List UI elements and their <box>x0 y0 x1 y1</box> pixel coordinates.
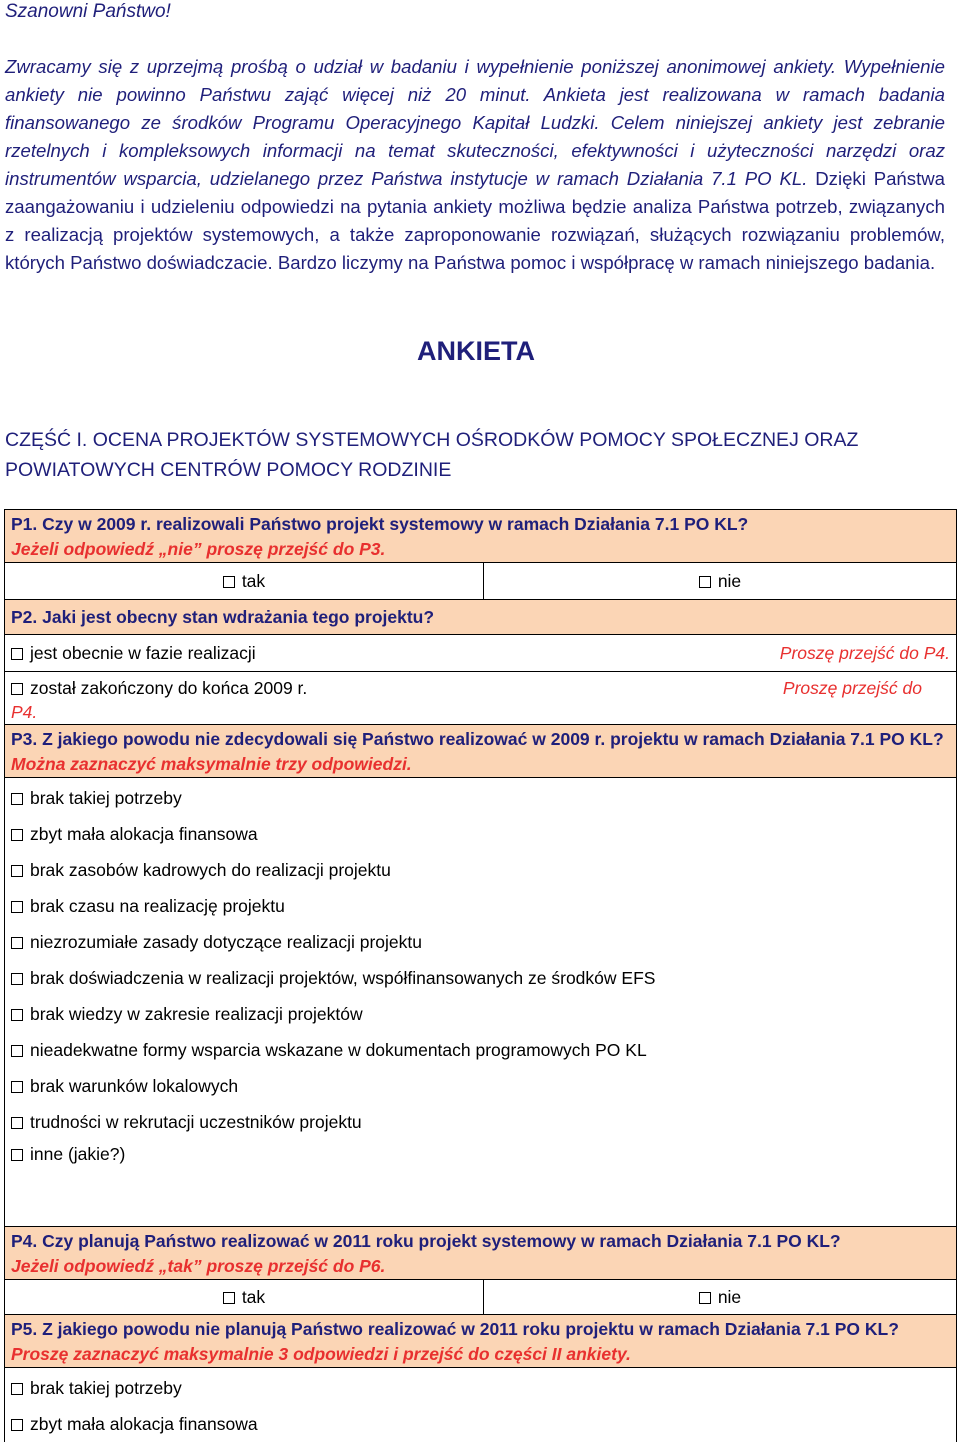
p4-option-yes-label: tak <box>242 1287 265 1307</box>
checkbox-icon[interactable] <box>11 1009 23 1021</box>
question-p4 <box>5 1227 957 1280</box>
p1-option-no-label: nie <box>718 571 741 591</box>
p1-option-yes[interactable] <box>5 563 484 600</box>
p2-option-1-label: jest obecnie w fazie realizacji <box>30 643 256 663</box>
checkbox-icon[interactable] <box>11 1081 23 1093</box>
p2-option-2-note-cont: P4. <box>11 700 950 724</box>
p5-option[interactable] <box>11 1406 950 1442</box>
checkbox-icon[interactable] <box>11 1383 23 1395</box>
checkbox-icon[interactable] <box>699 576 711 588</box>
checkbox-icon[interactable] <box>11 865 23 877</box>
p3-option[interactable] <box>11 852 950 888</box>
checkbox-icon[interactable] <box>699 1292 711 1304</box>
p3-option-label: brak warunków lokalowych <box>30 1076 238 1096</box>
p3-options <box>5 778 957 1227</box>
question-p3 <box>5 725 957 778</box>
p3-option-label: brak zasobów kadrowych do realizacji projektu <box>30 860 391 880</box>
p5-option-label: zbyt mała alokacja finansowa <box>30 1414 258 1434</box>
checkbox-icon[interactable] <box>223 576 235 588</box>
question-p5 <box>5 1315 957 1368</box>
checkbox-icon[interactable] <box>11 973 23 985</box>
survey-title: ANKIETA <box>0 336 952 367</box>
p2-option-2-note: Proszę przejść do <box>783 676 922 700</box>
checkbox-icon[interactable] <box>11 1419 23 1431</box>
p3-option-label: inne (jakie?) <box>30 1144 125 1164</box>
p3-option[interactable] <box>11 996 950 1032</box>
checkbox-icon[interactable] <box>11 901 23 913</box>
p3-option[interactable] <box>11 780 950 816</box>
p3-option[interactable] <box>11 888 950 924</box>
p3-option-label: brak czasu na realizację projektu <box>30 896 285 916</box>
p3-option-label: niezrozumiałe zasady dotyczące realizacji projektu <box>30 932 422 952</box>
p5-options <box>5 1368 957 1442</box>
p3-option-label: nieadekwatne formy wsparcia wskazane w dokumentach programowych PO KL <box>30 1040 647 1060</box>
checkbox-icon[interactable] <box>11 793 23 805</box>
p3-option[interactable] <box>11 924 950 960</box>
p3-option-label: zbyt mała alokacja finansowa <box>30 824 258 844</box>
checkbox-icon[interactable] <box>11 683 23 695</box>
p4-option-no-label: nie <box>718 1287 741 1307</box>
p5-option[interactable] <box>11 1370 950 1406</box>
survey-table <box>4 509 957 1442</box>
part-heading: CZĘŚĆ I. OCENA PROJEKTÓW SYSTEMOWYCH OŚRODKÓW POMOCY SPOŁECZNEJ ORAZ POWIATOWYCH CENTRÓW POMOCY RODZINIE <box>5 425 950 485</box>
question-p3-note: Można zaznaczyć maksymalnie trzy odpowiedzi. <box>11 754 412 774</box>
question-p4-text: P4. Czy planują Państwo realizować w 2011 roku projekt systemowy w ramach Działania 7.1 PO KL? <box>11 1229 950 1254</box>
p1-option-yes-label: tak <box>242 571 265 591</box>
question-p1-text: P1. Czy w 2009 r. realizowali Państwo projekt systemowy w ramach Działania 7.1 PO KL? <box>11 512 950 537</box>
p2-option-1-note: Proszę przejść do P4. <box>780 635 950 671</box>
question-p2-text: P2. Jaki jest obecny stan wdrażania tego projektu? <box>11 607 434 627</box>
p3-option[interactable] <box>11 1104 950 1140</box>
p2-option-1[interactable] <box>5 635 957 672</box>
intro-text <box>5 53 945 277</box>
checkbox-icon[interactable] <box>11 1045 23 1057</box>
intro-paragraph-2: Dzięki Państwa zaangażowaniu i udzieleniu odpowiedzi na pytania ankiety możliwa będzie analiza Państwa potrzeb, związanych z realizacją projektów systemowych, a także zaproponowanie rozwiązań, służących rozwiązaniu problemów, których Państwo doświadczacie. Bardzo liczymy na Państwa pomoc i współpracę w ramach niniejszego badania. <box>5 168 945 273</box>
p2-option-2-label: został zakończony do końca 2009 r. <box>30 678 307 698</box>
checkbox-icon[interactable] <box>11 1117 23 1129</box>
checkbox-icon[interactable] <box>11 937 23 949</box>
question-p2 <box>5 600 957 635</box>
question-p5-text: P5. Z jakiego powodu nie planują Państwo realizować w 2011 roku projektu w ramach Działania 7.1 PO KL? <box>11 1317 950 1342</box>
checkbox-icon[interactable] <box>223 1292 235 1304</box>
p4-option-yes[interactable] <box>5 1280 484 1315</box>
p1-option-no[interactable] <box>484 563 957 600</box>
intro-paragraph-1: Zwracamy się z uprzejmą prośbą o udział w badaniu i wypełnienie poniższej anonimowej ankiety. Wypełnienie ankiety nie powinno Państwu zająć więcej niż 20 minut. Ankieta jest realizowana w ramach badania finansowanego ze środków Programu Operacyjnego Kapitał Ludzki. Celem niniejszej ankiety jest zebranie rzetelnych i kompleksowych informacji na temat skuteczności, efektywności i użyteczności narzędzi oraz instrumentów wsparcia, udzielanego przez Państwa instytucje w ramach Działania 7.1 PO KL. <box>5 56 945 189</box>
p3-option-label: brak takiej potrzeby <box>30 788 182 808</box>
p3-option-other[interactable] <box>11 1140 950 1168</box>
checkbox-icon[interactable] <box>11 648 23 660</box>
question-p4-note: Jeżeli odpowiedź „tak” proszę przejść do P6. <box>11 1254 950 1279</box>
p5-option-label: brak takiej potrzeby <box>30 1378 182 1398</box>
checkbox-icon[interactable] <box>11 829 23 841</box>
question-p3-text: P3. Z jakiego powodu nie zdecydowali się Państwo realizować w 2009 r. projektu w ramach Działania 7.1 PO KL? <box>11 729 944 749</box>
question-p1 <box>5 510 957 563</box>
p3-option-label: brak wiedzy w zakresie realizacji projektów <box>30 1004 363 1024</box>
question-p5-note: Proszę zaznaczyć maksymalnie 3 odpowiedzi i przejść do części II ankiety. <box>11 1342 950 1367</box>
p3-option[interactable] <box>11 960 950 996</box>
p2-option-2[interactable] <box>5 672 957 725</box>
greeting: Szanowni Państwo! <box>5 1 171 23</box>
p3-option[interactable] <box>11 1032 950 1068</box>
p4-option-no[interactable] <box>484 1280 957 1315</box>
checkbox-icon[interactable] <box>11 1149 23 1161</box>
p3-option-label: trudności w rekrutacji uczestników projektu <box>30 1112 362 1132</box>
question-p1-note: Jeżeli odpowiedź „nie” proszę przejść do P3. <box>11 537 950 562</box>
p3-option[interactable] <box>11 1068 950 1104</box>
p3-option[interactable] <box>11 816 950 852</box>
p3-option-label: brak doświadczenia w realizacji projektów, współfinansowanych ze środków EFS <box>30 968 655 988</box>
